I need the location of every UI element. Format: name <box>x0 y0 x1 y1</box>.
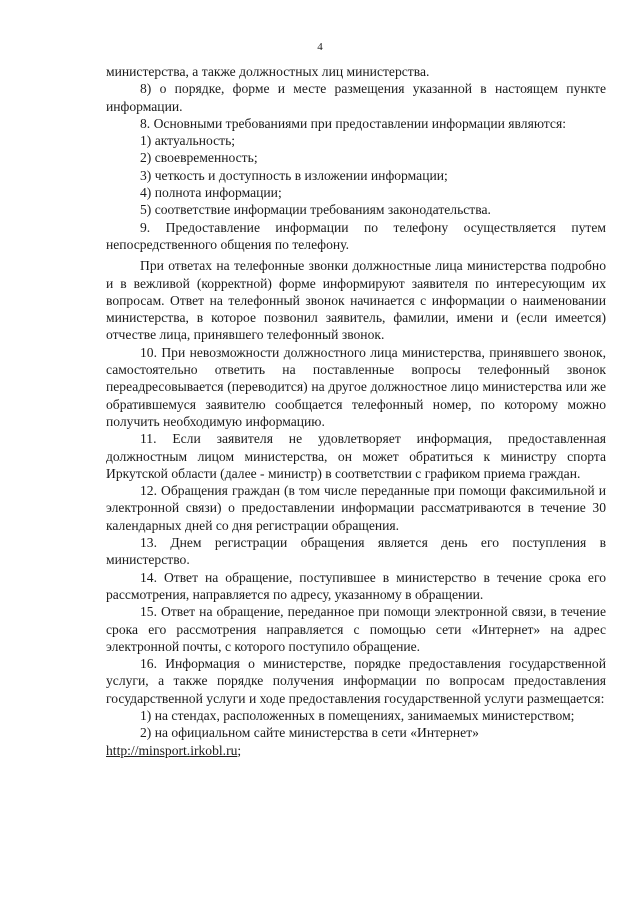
list-item-clarity: 3) четкость и доступность в изложении информации; <box>140 167 448 183</box>
document-text <box>106 63 606 759</box>
list-item-relevance: 1) актуальность; <box>140 133 236 149</box>
website-line <box>106 742 606 759</box>
list-item-website: 2) на официальном сайте министерства в сети «Интернет» <box>140 725 479 741</box>
website-link[interactable]: http://minsport.irkobl.ru <box>106 742 238 758</box>
paragraph-section-12: 12. Обращения граждан (в том числе переданные при помощи факсимильной и электронной связи) о предоставлении информации рассматриваются в течение 30 календарных дней со дня регистрации обращения. <box>106 483 606 533</box>
paragraph-continuation: министерства, а также должностных лиц министерства. <box>106 64 430 79</box>
paragraph-section-8: 8. Основными требованиями при предоставлении информации являются: <box>140 115 566 131</box>
paragraph-section-10: 10. При невозможности должностного лица министерства, принявшего звонок, самостоятельно ответить на поставленные вопросы телефонный звонок переадресовывается (переводится) на другое должностное лицо министерства или же обратившемуся заявителю сообщается телефонный номер, по которому можно получить необходимую информацию. <box>106 344 606 429</box>
paragraph-item-8-placement: 8) о порядке, форме и месте размещения указанной в настоящем пункте информации. <box>106 81 606 114</box>
list-item-stands: 1) на стендах, расположенных в помещениях, занимаемых министерством; <box>140 707 575 723</box>
paragraph-section-15: 15. Ответ на обращение, переданное при помощи электронной связи, в течение срока его рассмотрения направляется с помощью сети «Интернет» на адрес электронной почты, с которого поступило обращение. <box>106 604 606 654</box>
list-item-completeness: 4) полнота информации; <box>140 185 282 201</box>
paragraph-section-9: 9. Предоставление информации по телефону осуществляется путем непосредственного общения по телефону. <box>106 219 606 252</box>
paragraph-section-11: 11. Если заявителя не удовлетворяет информация, предоставленная должностным лицом министерства, он может обратиться к министру спорта Иркутской области (далее - министр) в соответствии с графиком приема граждан. <box>106 431 606 481</box>
paragraph-section-13: 13. Днем регистрации обращения является день его поступления в министерство. <box>106 535 606 568</box>
paragraph-section-14: 14. Ответ на обращение, поступившее в министерство в течение срока его рассмотрения, направляется по адресу, указанному в обращении. <box>106 569 606 602</box>
list-item-timeliness: 2) своевременность; <box>140 150 258 166</box>
paragraph-phone-answers: При ответах на телефонные звонки должностные лица министерства подробно и в вежливой (корректной) форме информируют заявителя по интересующим их вопросам. Ответ на телефонный звонок начинается с информации о наименовании министерства, в которое позвонил заявитель, фамилии, имени и (если имеется) отчестве лица, принявшего телефонный звонок. <box>106 258 606 343</box>
page-number: 4 <box>317 41 323 53</box>
website-link-suffix: ; <box>237 742 242 758</box>
paragraph-section-16: 16. Информация о министерстве, порядке предоставления государственной услуги, а также порядке получения информации по вопросам предоставления государственной услуги и ходе предоставления государственной услуги размещается: <box>106 656 606 706</box>
list-item-legal-compliance: 5) соответствие информации требованиям законодательства. <box>140 202 491 218</box>
